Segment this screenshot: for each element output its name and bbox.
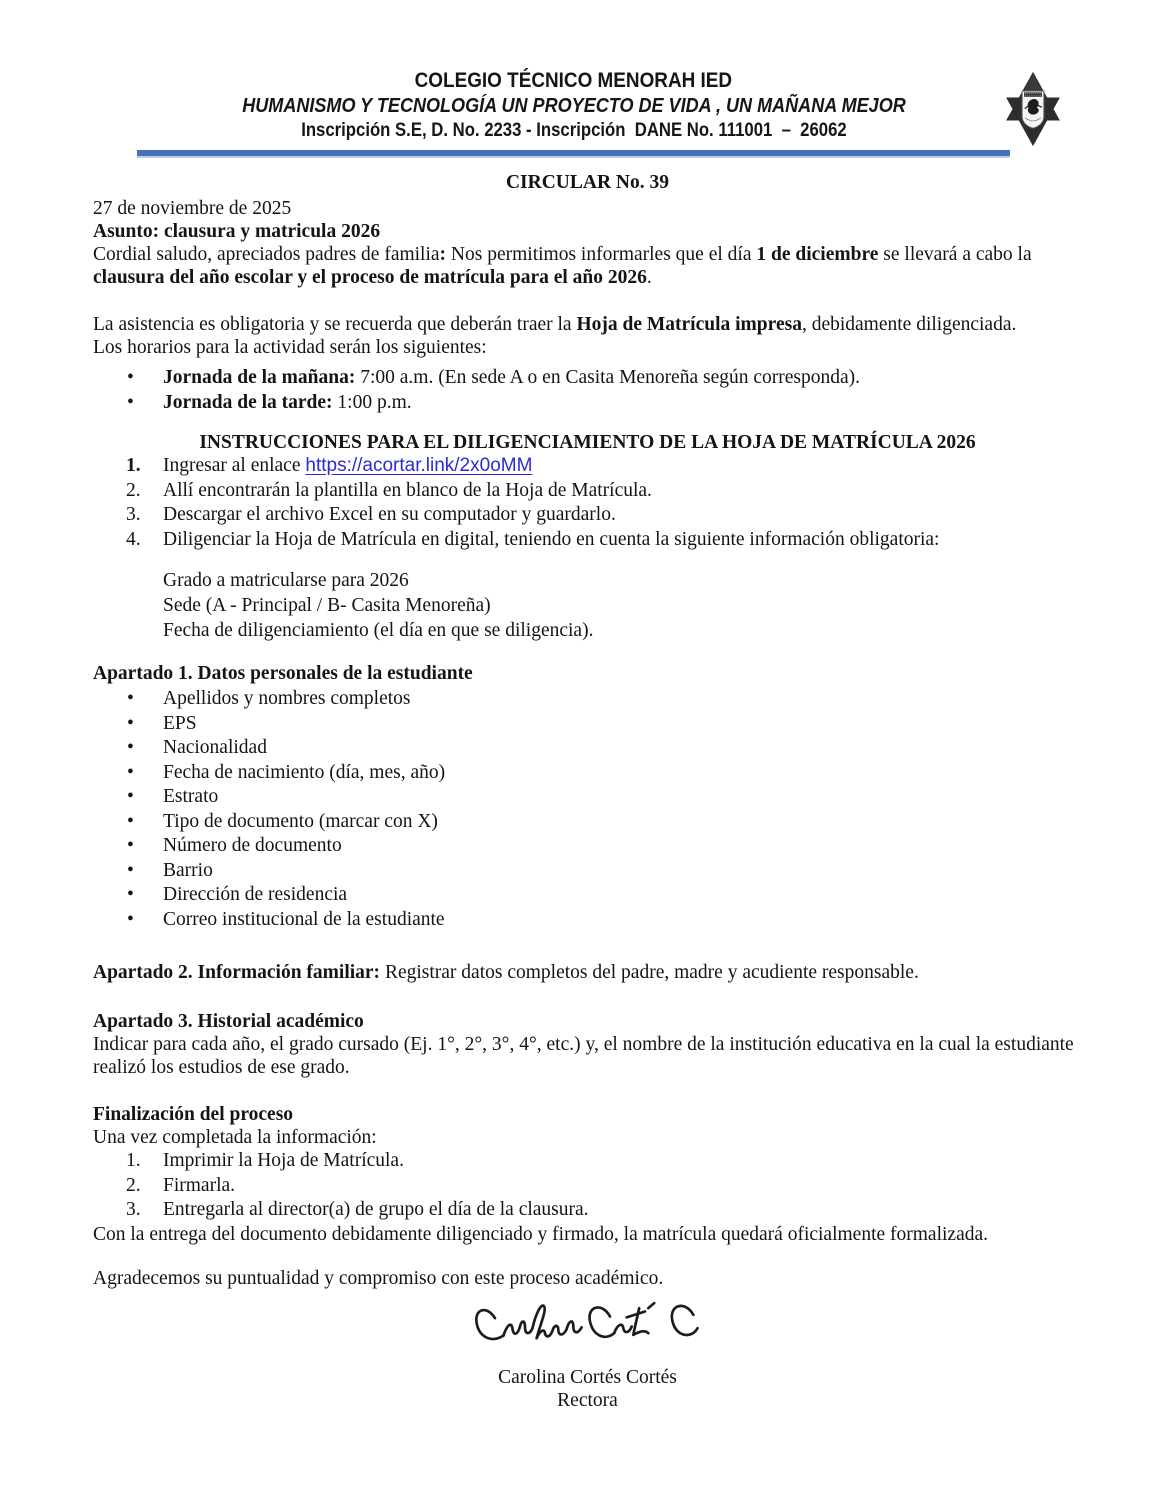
header-divider-rule — [137, 150, 1010, 156]
apartado1-item: • Apellidos y nombres completos — [93, 687, 1082, 712]
required-fields — [93, 568, 1082, 643]
instructions-title: INSTRUCCIONES PARA EL DILIGENCIAMIENTO DE LA HOJA DE MATRÍCULA 2026 — [199, 432, 976, 453]
instruction-step-3: 3. Descargar el archivo Excel en su computador y guardarlo. — [93, 503, 1082, 528]
signature-role: Rectora — [557, 1389, 618, 1411]
bullet-icon: • — [127, 786, 134, 807]
crest-eagle — [1028, 99, 1039, 115]
apartado1-item: • Nacionalidad — [93, 736, 1082, 761]
apartado1-item: • Fecha de nacimiento (día, mes, año) — [93, 761, 1082, 786]
subject-line: Asunto: clausura y matricula 2026 — [93, 221, 381, 242]
apartado1-item: • Estrato — [93, 785, 1082, 810]
finalization-step-1: 1. Imprimir la Hoja de Matrícula. — [93, 1149, 1082, 1174]
bullet-icon: • — [127, 688, 134, 709]
bullet-icon: • — [127, 761, 134, 783]
bullet-icon: • — [127, 835, 134, 856]
apartado3-section — [93, 1010, 1082, 1079]
closing-line: Agradecemos su puntualidad y compromiso con este proceso académico. — [93, 1267, 664, 1289]
required-field-sede: Sede (A - Principal / B- Casita Menoreña) — [163, 595, 491, 616]
handwritten-signature-icon — [470, 1298, 720, 1360]
crest-banner — [1024, 92, 1042, 96]
apartado1-item: • Dirección de residencia — [93, 883, 1082, 908]
school-name: COLEGIO TÉCNICO MENORAH IED — [414, 68, 733, 92]
bullet-icon: • — [127, 810, 134, 832]
apartado1-item: • Tipo de documento (marcar con X) — [93, 810, 1082, 835]
finalization-step-2: 2. Firmarla. — [93, 1174, 1082, 1199]
bullet-icon: • — [127, 908, 134, 930]
required-field-fecha: Fecha de diligenciamiento (el día en que se diligencia). — [163, 620, 594, 641]
matricula-link[interactable]: https://acortar.link/2x0oMM — [305, 455, 533, 476]
step-number: 4. — [126, 528, 141, 550]
step-number: 1. — [126, 455, 141, 476]
step-number: 2. — [126, 479, 141, 501]
step-number: 3. — [126, 504, 141, 525]
school-motto: HUMANISMO Y TECNOLOGÍA UN PROYECTO DE VIDA , UN MAÑANA MEJOR — [241, 94, 906, 117]
apartado1-item: • Número de documento — [93, 834, 1082, 859]
finalization-section — [93, 1103, 1082, 1246]
finalization-step-3: 3. Entregarla al director(a) de grupo el día de la clausura. — [93, 1198, 1082, 1223]
instructions-steps — [93, 454, 1082, 552]
bullet-icon: • — [127, 367, 134, 388]
apartado2-line: Apartado 2. Información familiar: Registrar datos completos del padre, madre y acudiente responsable. — [93, 962, 919, 983]
instruction-step-4: 4. Diligenciar la Hoja de Matrícula en digital, teniendo en cuenta la siguiente información obligatoria: — [93, 528, 1082, 553]
signature-block — [93, 1298, 1082, 1412]
apartado3-title: Apartado 3. Historial académico — [93, 1011, 364, 1032]
attendance-paragraph: La asistencia es obligatoria y se recuerda que deberán traer la Hoja de Matrícula impresa, debidamente diligenciada. Los horarios para la actividad serán los siguientes: — [93, 313, 1082, 359]
step-number: 3. — [126, 1199, 141, 1220]
step-number: 1. — [126, 1150, 141, 1171]
finalization-title: Finalización del proceso — [93, 1104, 294, 1125]
bullet-icon: • — [127, 884, 134, 905]
apartado1-list — [93, 687, 1082, 932]
step-number: 2. — [126, 1174, 141, 1196]
apartado1-item: • EPS — [93, 712, 1082, 737]
schedule-list — [93, 366, 1082, 415]
apartado1-item: • Correo institucional de la estudiante — [93, 908, 1082, 933]
instruction-step-1: 1. Ingresar al enlace https://acortar.link/2x0oMM — [93, 454, 1082, 479]
school-logo-star-icon — [1001, 70, 1065, 148]
apartado3-body: Indicar para cada año, el grado cursado (Ej. 1°, 2°, 3°, 4°, etc.) y, el nombre de la institución educativa en la cual la estudiante realizó los estudios de ese grado. — [93, 1034, 1074, 1078]
schedule-item-afternoon: • Jornada de la tarde: 1:00 p.m. — [93, 391, 1082, 416]
apartado1-item: • Barrio — [93, 859, 1082, 884]
date-line: 27 de noviembre de 2025 — [93, 198, 292, 219]
bullet-icon: • — [127, 737, 134, 758]
finalization-intro: Una vez completada la información: — [93, 1127, 377, 1148]
bullet-icon: • — [127, 712, 134, 734]
signature-name: Carolina Cortés Cortés — [498, 1366, 677, 1388]
circular-title: CIRCULAR No. 39 — [505, 172, 670, 193]
required-field-grade: Grado a matricularse para 2026 — [163, 570, 409, 591]
instruction-step-2: 2. Allí encontrarán la plantilla en blanco de la Hoja de Matrícula. — [93, 479, 1082, 504]
letterhead — [0, 0, 1170, 156]
schedule-item-morning: • Jornada de la mañana: 7:00 a.m. (En sede A o en Casita Menoreña según corresponda). — [93, 366, 1082, 391]
letter-body — [93, 171, 1082, 1412]
finalization-outro: Con la entrega del documento debidamente diligenciado y firmado, la matrícula quedará oficialmente formalizada. — [93, 1223, 989, 1245]
school-inscription: Inscripción S.E, D. No. 2233 - Inscripción DANE No. 111001 – 26062 — [300, 120, 847, 141]
bullet-icon: • — [127, 859, 134, 881]
bullet-icon: • — [127, 391, 134, 413]
apartado1-title: Apartado 1. Datos personales de la estudiante — [93, 663, 473, 684]
schedule-intro-line: Los horarios para la actividad serán los siguientes: — [93, 337, 487, 358]
intro-paragraph: Cordial saludo, apreciados padres de familia: Nos permitimos informarles que el día 1 de diciembre se llevará a cabo la clausura del año escolar y el proceso de matrícula para el año 2026. — [93, 244, 1032, 288]
